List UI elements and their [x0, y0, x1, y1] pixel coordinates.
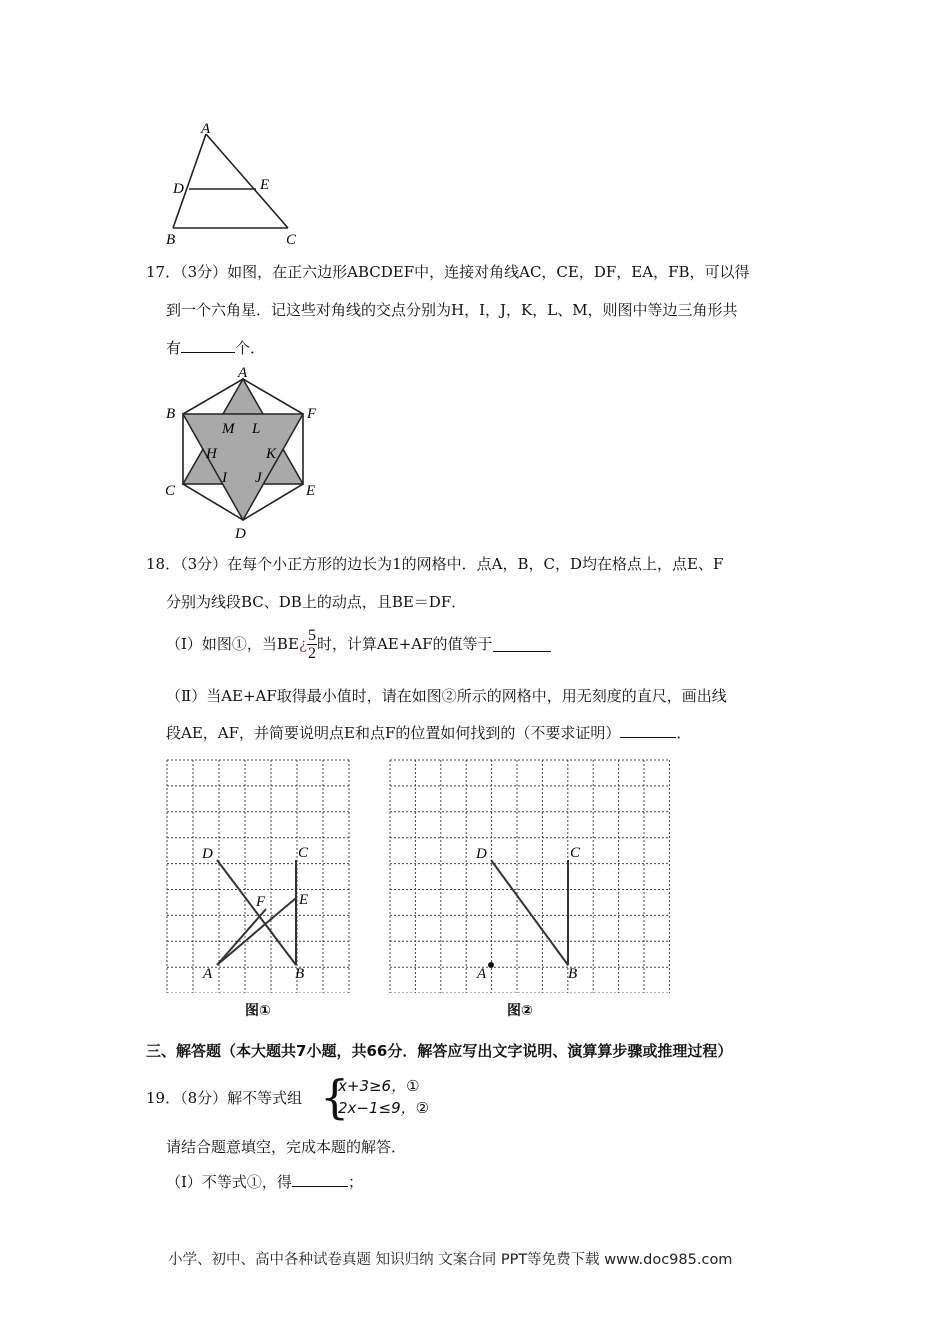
q18-part2-answer-blank[interactable]: [620, 723, 676, 738]
q18-part2-line2: [166, 723, 691, 743]
fig2-label-a: A: [477, 966, 487, 982]
q18-part1: [166, 622, 551, 666]
fig2-caption: 图②: [507, 1003, 533, 1019]
segment-af: [217, 909, 266, 965]
label-a: A: [201, 121, 211, 137]
hex-label-b: B: [166, 406, 176, 422]
segment-db-2: [491, 860, 568, 965]
fig2-label-d: D: [476, 846, 487, 862]
hex-label-j: J: [255, 470, 262, 486]
hex-label-l: L: [252, 421, 261, 437]
q18-line1: 18．（3分）在每个小正方形的边长为1的网格中．点A，B，C，D均在格点上，点E、F: [146, 555, 724, 573]
hex-label-c: C: [165, 483, 176, 499]
q18-part2-end: ．: [676, 724, 692, 742]
q17-line2: 到一个六角星．记这些对角线的交点分别为H，I，J，K，L、M，则图中等边三角形共: [166, 301, 738, 319]
q19-prefix: 19．（8分）解不等式组: [146, 1089, 303, 1107]
hexagon-star-figure: [160, 362, 330, 547]
q19-part1-answer-blank[interactable]: [292, 1172, 348, 1187]
fig1-label-b: B: [295, 966, 305, 982]
fig1-label-e: E: [299, 892, 309, 908]
hex-label-h: H: [206, 446, 217, 462]
q18-part1-pre: （Ⅰ）如图①，当BE: [166, 635, 299, 653]
fig1-label-a: A: [203, 966, 213, 982]
hex-label-e: E: [306, 483, 316, 499]
fig1-label-f: F: [256, 894, 266, 910]
segment-db: [217, 860, 296, 965]
page-footer: 小学、初中、高中各种试卷真题 知识归纳 文案合同 PPT等免费下载 www.doc985.com: [168, 1252, 733, 1268]
q18-part2-text: 段AE，AF，并简要说明点E和点F的位置如何找到的（不要求证明）: [166, 724, 621, 742]
q18-fraction-denominator: 2: [307, 644, 316, 662]
q18-part1-glitch: ¿: [298, 635, 307, 653]
grid-2-lines: [390, 760, 669, 993]
grid-1-lines: [167, 760, 349, 993]
label-e: E: [260, 177, 270, 193]
triangle-figure: [160, 118, 310, 248]
hex-label-k: K: [266, 446, 277, 462]
q17-answer-blank[interactable]: [181, 338, 235, 353]
q18-fraction-numerator: 5: [307, 626, 316, 644]
fig1-label-d: D: [202, 846, 213, 862]
q19-brace: {: [320, 1070, 350, 1124]
q19-inequality-2: 2x−1≤9，②: [338, 1099, 430, 1117]
section-3-heading: 三、解答题（本大题共7小题，共66分．解答应写出文字说明、演算算步骤或推理过程）: [146, 1042, 733, 1060]
q18-part1-answer-blank[interactable]: [493, 637, 551, 652]
hex-label-d: D: [235, 526, 246, 542]
q19-part1-pre: （Ⅰ）不等式①，得: [166, 1173, 292, 1191]
label-b: B: [166, 232, 176, 248]
label-c: C: [286, 232, 297, 248]
grid-figure-2: [388, 758, 678, 993]
q19-system: [338, 1075, 429, 1119]
fig1-caption: 图①: [245, 1003, 271, 1019]
triangle-side-ac: [206, 134, 288, 228]
q18-fraction: [307, 627, 317, 662]
q18-part1-post: 时，计算AE+AF的值等于: [316, 635, 493, 653]
q17-line3: [166, 338, 265, 358]
q17-line3-pre: 有: [166, 339, 182, 357]
q19-part1-post: ；: [347, 1173, 363, 1191]
point-a: [488, 962, 494, 968]
hex-label-a: A: [238, 365, 248, 381]
q19-inequality-1: x+3≥6，①: [338, 1077, 420, 1095]
q18-part2-line1: （Ⅱ）当AE+AF取得最小值时，请在如图②所示的网格中，用无刻度的直尺，画出线: [166, 687, 727, 705]
fig2-label-c: C: [570, 845, 581, 861]
fig1-label-c: C: [298, 845, 309, 861]
q19-instruction: 请结合题意填空，完成本题的解答．: [166, 1138, 407, 1156]
hex-label-f: F: [307, 406, 317, 422]
grid-figure-1: [165, 758, 350, 993]
label-d: D: [173, 181, 184, 197]
q17-line1: 17．（3分）如图，在正六边形ABCDEF中，连接对角线AC，CE，DF，EA，FB，可以得: [146, 263, 750, 281]
hex-label-i: I: [222, 470, 227, 486]
q19-part1: [166, 1172, 363, 1192]
hex-label-m: M: [222, 421, 235, 437]
q18-line2: 分别为线段BC、DB上的动点，且BE＝DF．: [166, 593, 467, 611]
fig2-label-b: B: [568, 966, 578, 982]
q17-line3-post: 个．: [235, 339, 266, 357]
